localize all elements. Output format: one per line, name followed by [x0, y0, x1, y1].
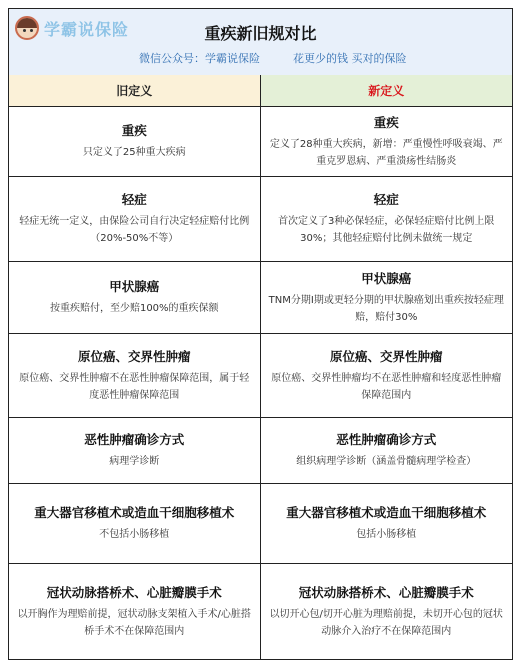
cell-desc: 按重疾赔付，至少赔100%的重疾保额 [49, 303, 219, 314]
comparison-table [8, 8, 513, 660]
cell-title: 轻症 [373, 192, 399, 207]
new-cell [261, 563, 513, 659]
old-cell [9, 261, 261, 333]
cell-desc: 原位癌、交界性肿瘤均不在恶性肿瘤和轻度恶性肿瘤保障范围内 [271, 372, 502, 401]
cell-title: 原位癌、交界性肿瘤 [329, 348, 443, 364]
cell-title: 甲状腺癌 [361, 270, 412, 286]
old-cell [9, 563, 261, 659]
old-cell [9, 483, 261, 563]
cell-desc: 不包括小肠移植 [99, 529, 170, 540]
cell-desc: 以切开心包/切开心脏为理赔前提，未切开心包的冠状动脉介入治疗不在保障范围内 [269, 608, 503, 637]
cell-title: 恶性肿瘤确诊方式 [336, 432, 437, 447]
table-row [9, 483, 512, 564]
cell-desc: TNM分期I期或更轻分期的甲状腺癌划出重疾按轻症理赔，赔付30% [268, 294, 504, 323]
cell-desc: 组织病理学诊断（涵盖骨髓病理学检查） [296, 456, 477, 467]
new-cell [261, 106, 513, 176]
cell-desc: 定义了28种重大疾病，新增：严重慢性呼吸衰竭、严重克罗恩病、严重溃疡性结肠炎 [269, 138, 503, 167]
cell-desc: 以开胸作为理赔前提，冠状动脉支架植入手术/心脏搭桥手术不在保障范围内 [17, 608, 251, 637]
brand-name: 学霸说保险 [44, 19, 130, 39]
new-cell [261, 176, 513, 261]
new-cell [261, 333, 513, 417]
old-cell [9, 106, 261, 176]
cell-title: 重大器官移植术或造血干细胞移植术 [34, 505, 235, 520]
old-cell [9, 176, 261, 261]
cell-title: 冠状动脉搭桥术、心脏瓣膜手术 [298, 584, 474, 600]
cell-title: 重大器官移植术或造血干细胞移植术 [286, 505, 487, 520]
cell-title: 重疾 [121, 123, 147, 138]
old-cell [9, 417, 261, 483]
table-header [9, 9, 512, 76]
table-row [9, 176, 512, 262]
table-row [9, 333, 512, 418]
cell-desc: 只定义了25种重大疾病 [82, 147, 186, 158]
column-header-new: 新定义 [261, 75, 513, 106]
cell-title: 恶性肿瘤确诊方式 [84, 432, 185, 447]
cell-title: 甲状腺癌 [109, 279, 160, 294]
column-header-row [9, 75, 512, 107]
table-row [9, 106, 512, 177]
cell-title: 原位癌、交界性肿瘤 [77, 348, 191, 364]
slogan: 花更少的钱 买对的保险 [293, 52, 407, 65]
new-cell [261, 417, 513, 483]
page-title: 重疾新旧规对比 [204, 24, 317, 43]
cell-desc: 原位癌、交界性肿瘤不在恶性肿瘤保障范围，属于轻度恶性肿瘤保障范围 [19, 372, 250, 401]
column-header-old: 旧定义 [9, 75, 261, 106]
table-row [9, 417, 512, 484]
cell-desc: 轻症无统一定义，由保险公司自行决定轻症赔付比例（20%-50%不等） [19, 216, 250, 244]
new-cell [261, 483, 513, 563]
old-cell [9, 333, 261, 417]
table-row [9, 261, 512, 334]
cell-title: 重疾 [373, 114, 399, 130]
table-row [9, 563, 512, 659]
cell-desc: 病理学诊断 [109, 456, 160, 467]
cell-desc: 包括小肠移植 [356, 529, 417, 540]
cell-title: 冠状动脉搭桥术、心脏瓣膜手术 [46, 584, 222, 600]
cell-title: 轻症 [121, 192, 147, 207]
wechat-account: 微信公众号：学霸说保险 [139, 52, 260, 65]
new-cell [261, 261, 513, 333]
cell-desc: 首次定义了3种必保轻症，必保轻症赔付比例上限30%；其他轻症赔付比例未做统一规定 [278, 216, 495, 244]
